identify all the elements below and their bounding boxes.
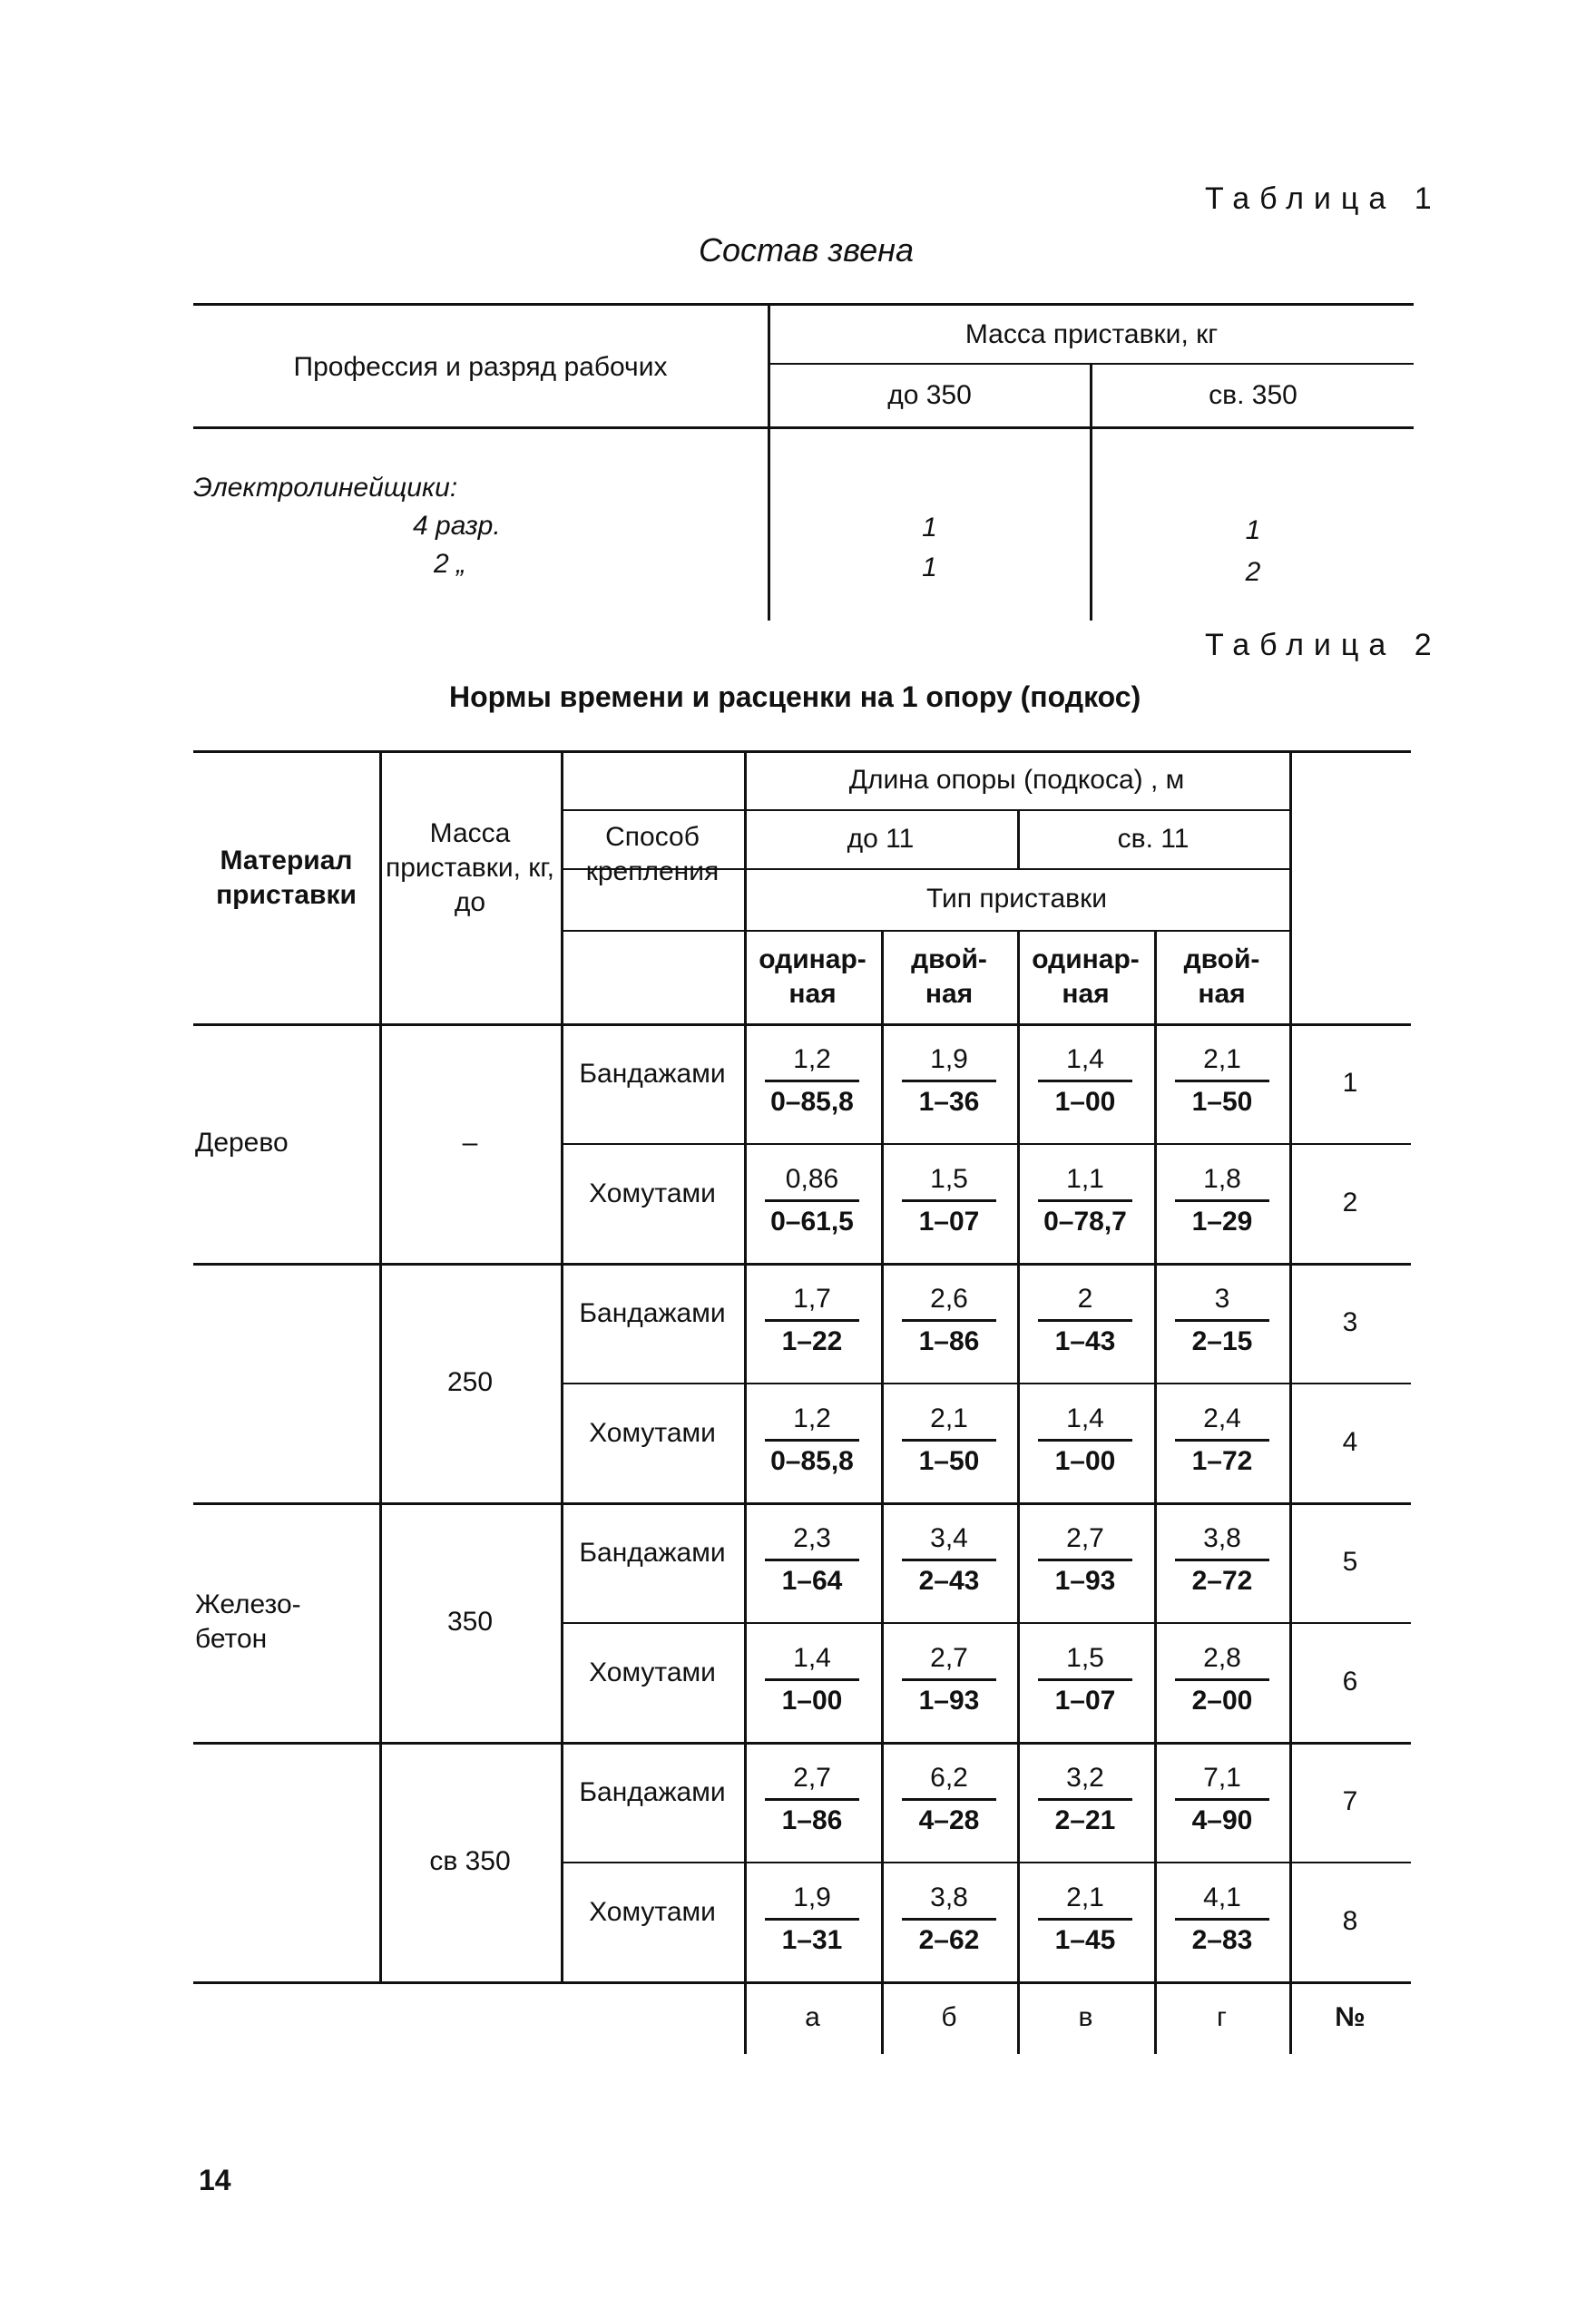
table2-rate-r2-c4 — [1172, 1161, 1272, 1240]
table2-rownum-5: 5 — [1342, 1547, 1358, 1577]
table2-rate-r3-c3 — [1035, 1281, 1135, 1360]
table1-header-mass: Масса приставки, кг — [964, 319, 1219, 349]
table2-footer-2: в — [1078, 2002, 1093, 2032]
table2-method-2: Хомутами — [589, 1178, 716, 1208]
table1-col2: св. 350 — [1209, 380, 1297, 410]
table2-header-single2: одинар-ная — [1032, 944, 1140, 1009]
table2-vline-col-2 — [1154, 930, 1157, 2054]
rate-value: 2–83 — [1191, 1925, 1253, 1955]
table2-rate-r6-c2 — [899, 1640, 999, 1719]
table2-rate-r5-c2 — [899, 1521, 999, 1599]
norm-time: 2,6 — [930, 1284, 968, 1314]
table2-vline-col-1 — [1017, 930, 1020, 2054]
fraction-bar — [902, 1798, 996, 1801]
table2-rate-r1-c2 — [899, 1041, 999, 1120]
table2-footer-0: а — [805, 2002, 820, 2032]
fraction-bar — [1038, 1319, 1132, 1322]
fraction-bar — [1038, 1199, 1132, 1202]
rate-value: 2–00 — [1191, 1686, 1253, 1716]
table2-rate-r4-c4 — [1172, 1401, 1272, 1480]
norm-time: 2,3 — [793, 1523, 831, 1553]
norm-time: 1,9 — [793, 1882, 831, 1912]
table2-header-upto11: до 11 — [847, 823, 915, 854]
table2-mass-3: св 350 — [429, 1846, 511, 1876]
norm-time: 2,1 — [930, 1403, 968, 1433]
fraction-bar — [902, 1080, 996, 1082]
norm-time: 3,4 — [930, 1523, 968, 1553]
rate-value: 0–85,8 — [770, 1446, 854, 1476]
table2-header-type: Тип приставки — [926, 884, 1107, 914]
table2-method-5: Бандажами — [579, 1538, 726, 1568]
rate-value: 1–93 — [918, 1686, 980, 1716]
table2-method-7: Бандажами — [579, 1777, 726, 1807]
fraction-bar — [1175, 1798, 1269, 1801]
table2-header-length: Длина опоры (подкоса) , м — [848, 764, 1185, 795]
rate-value: 2–62 — [918, 1925, 980, 1955]
table2-title: Нормы времени и расценки на 1 опору (подкос) — [449, 680, 1141, 713]
norm-time: 2,1 — [1203, 1044, 1241, 1074]
table2-rate-r5-c3 — [1035, 1521, 1135, 1599]
fraction-bar — [902, 1678, 996, 1681]
rate-value: 0–61,5 — [770, 1207, 854, 1237]
table2-rate-r1-c1 — [762, 1041, 862, 1120]
rate-value: 1–00 — [781, 1686, 843, 1716]
fraction-bar — [1175, 1918, 1269, 1921]
fraction-bar — [765, 1319, 859, 1322]
table1-group-label: Электролинейщики: — [193, 473, 458, 503]
rate-value: 1–00 — [1054, 1087, 1116, 1117]
table2-rate-r7-c1 — [762, 1760, 862, 1839]
norm-time: 1,7 — [793, 1284, 831, 1314]
table2-vline-col-0 — [881, 930, 884, 2054]
table2-row-rule-2 — [193, 1263, 1411, 1266]
fraction-bar — [902, 1918, 996, 1921]
table2-rate-r6-c3 — [1035, 1640, 1135, 1719]
rate-value: 1–86 — [918, 1326, 980, 1356]
fraction-bar — [902, 1319, 996, 1322]
rate-value: 1–43 — [1054, 1326, 1116, 1356]
table2-bottom-rule — [193, 1981, 1411, 1984]
table2-rownum-3: 3 — [1342, 1307, 1358, 1337]
rate-value: 1–29 — [1191, 1207, 1253, 1237]
fraction-bar — [1038, 1439, 1132, 1442]
table2-rate-r3-c2 — [899, 1281, 999, 1360]
table1-header-profession: Профессия и разряд рабочих — [293, 352, 668, 382]
fraction-bar — [765, 1439, 859, 1442]
table2-method-3: Бандажами — [579, 1298, 726, 1328]
rate-value: 1–07 — [1054, 1686, 1116, 1716]
table2-rate-r2-c3 — [1035, 1161, 1135, 1240]
table2-rownum-6: 6 — [1342, 1667, 1358, 1697]
norm-time: 1,5 — [930, 1164, 968, 1194]
norm-time: 3,2 — [1066, 1763, 1104, 1793]
fraction-bar — [902, 1199, 996, 1202]
table2-footer-3: г — [1217, 2002, 1227, 2032]
table2-header-single1: одинар-ная — [759, 944, 867, 1009]
fraction-bar — [765, 1199, 859, 1202]
fraction-bar — [902, 1559, 996, 1561]
norm-time: 1,4 — [1066, 1044, 1104, 1074]
table2-rate-r3-c1 — [762, 1281, 862, 1360]
table1-row1-v1: 1 — [922, 513, 937, 543]
table2-mass-2: 350 — [446, 1607, 494, 1637]
norm-time: 3 — [1214, 1284, 1230, 1314]
rate-value: 2–43 — [918, 1566, 980, 1596]
norm-time: 1,2 — [793, 1403, 831, 1433]
table2-rate-r8-c2 — [899, 1880, 999, 1959]
rate-value: 1–36 — [918, 1087, 980, 1117]
fraction-bar — [1175, 1439, 1269, 1442]
table2-header-double2: двой-ная — [1183, 944, 1260, 1009]
rate-value: 1–22 — [781, 1326, 843, 1356]
rate-value: 2–72 — [1191, 1566, 1253, 1596]
table2-header-double1: двой-ная — [911, 944, 987, 1009]
table2-header-material: Материал приставки — [216, 845, 357, 910]
table2-row-rule-4 — [193, 1502, 1411, 1505]
fraction-bar — [1175, 1559, 1269, 1561]
rate-value: 1–31 — [781, 1925, 843, 1955]
fraction-bar — [765, 1080, 859, 1082]
table1-top-rule — [193, 303, 1414, 306]
table2-rate-r8-c1 — [762, 1880, 862, 1959]
table1-row2-name: 2 „ — [434, 549, 466, 579]
norm-time: 3,8 — [1203, 1523, 1241, 1553]
rate-value: 2–21 — [1054, 1805, 1116, 1835]
fraction-bar — [1175, 1319, 1269, 1322]
fraction-bar — [765, 1918, 859, 1921]
table2-rate-r6-c4 — [1172, 1640, 1272, 1719]
table1-header-rule — [193, 426, 1414, 429]
norm-time: 2,7 — [930, 1643, 968, 1673]
table2-rate-r1-c3 — [1035, 1041, 1135, 1120]
page-number: 14 — [199, 2164, 231, 2196]
norm-time: 1,2 — [793, 1044, 831, 1074]
table2-method-8: Хомутами — [589, 1897, 716, 1927]
rate-value: 0–85,8 — [770, 1087, 854, 1117]
table2-rownum-2: 2 — [1342, 1188, 1358, 1217]
norm-time: 2 — [1077, 1284, 1093, 1314]
norm-time: 6,2 — [930, 1763, 968, 1793]
norm-time: 2,4 — [1203, 1403, 1241, 1433]
norm-time: 0,86 — [785, 1164, 839, 1194]
table2-footer-4: № — [1335, 2002, 1366, 2032]
table2-label: Таблица 2 — [1205, 628, 1442, 662]
table2-rate-r7-c4 — [1172, 1760, 1272, 1839]
table2-material-wood: Дерево — [195, 1128, 289, 1158]
rate-value: 2–15 — [1191, 1326, 1253, 1356]
table2-method-1: Бандажами — [579, 1059, 726, 1089]
norm-time: 2,7 — [793, 1763, 831, 1793]
table2-rate-r4-c2 — [899, 1401, 999, 1480]
table1-row2-v1: 1 — [922, 552, 937, 582]
rate-value: 1–50 — [1191, 1087, 1253, 1117]
table2-rate-r2-c2 — [899, 1161, 999, 1240]
norm-time: 1,1 — [1066, 1164, 1104, 1194]
table2-material-concrete: Железо-бетон — [195, 1589, 301, 1654]
fraction-bar — [1175, 1080, 1269, 1082]
rate-value: 4–90 — [1191, 1805, 1253, 1835]
table1-col1: до 350 — [887, 380, 972, 410]
rate-value: 1–07 — [918, 1207, 980, 1237]
table2-mass-0: – — [462, 1128, 478, 1158]
norm-time: 3,8 — [930, 1882, 968, 1912]
rate-value: 4–28 — [918, 1805, 980, 1835]
table2-mass-1: 250 — [446, 1367, 494, 1397]
table2-rownum-4: 4 — [1342, 1427, 1358, 1457]
table2-row-rule-6 — [193, 1742, 1411, 1745]
table2-rate-r1-c4 — [1172, 1041, 1272, 1120]
table2-rate-r4-c1 — [762, 1401, 862, 1480]
table2-method-4: Хомутами — [589, 1418, 716, 1448]
table1-label: Таблица 1 — [1205, 181, 1442, 216]
rate-value: 1–93 — [1054, 1566, 1116, 1596]
fraction-bar — [1175, 1678, 1269, 1681]
fraction-bar — [1038, 1918, 1132, 1921]
fraction-bar — [1038, 1080, 1132, 1082]
rate-value: 0–78,7 — [1043, 1207, 1127, 1237]
fraction-bar — [1038, 1798, 1132, 1801]
table1-row2-v2: 2 — [1245, 557, 1261, 587]
table2-header-mass: Масса приставки, кг, до — [385, 818, 554, 917]
norm-time: 2,1 — [1066, 1882, 1104, 1912]
rate-value: 1–50 — [918, 1446, 980, 1476]
fraction-bar — [1175, 1199, 1269, 1202]
norm-time: 7,1 — [1203, 1763, 1241, 1793]
fraction-bar — [1038, 1559, 1132, 1561]
table2-footer-1: б — [941, 2002, 957, 2032]
fraction-bar — [765, 1798, 859, 1801]
norm-time: 4,1 — [1203, 1882, 1241, 1912]
table2-rate-r7-c2 — [899, 1760, 999, 1839]
table2-header-method: Способ крепления — [585, 822, 720, 886]
table1-row1-name: 4 разр. — [413, 511, 501, 541]
table2-rate-r5-c1 — [762, 1521, 862, 1599]
table2-rate-r5-c4 — [1172, 1521, 1272, 1599]
table2-rate-r2-c1 — [762, 1161, 862, 1240]
table2-rate-r6-c1 — [762, 1640, 862, 1719]
rate-value: 1–00 — [1054, 1446, 1116, 1476]
table1-row1-v2: 1 — [1245, 515, 1261, 545]
table2-rate-r4-c3 — [1035, 1401, 1135, 1480]
table2-rate-r8-c3 — [1035, 1880, 1135, 1959]
norm-time: 1,9 — [930, 1044, 968, 1074]
rate-value: 1–86 — [781, 1805, 843, 1835]
rate-value: 1–72 — [1191, 1446, 1253, 1476]
fraction-bar — [1038, 1678, 1132, 1681]
table2-header-over11: св. 11 — [1117, 823, 1190, 854]
norm-time: 2,7 — [1066, 1523, 1104, 1553]
table2-rownum-1: 1 — [1342, 1068, 1358, 1098]
fraction-bar — [902, 1439, 996, 1442]
table2-rownum-8: 8 — [1342, 1906, 1358, 1936]
norm-time: 1,4 — [1066, 1403, 1104, 1433]
table1-title: Состав звена — [699, 231, 915, 269]
table2-rate-r3-c4 — [1172, 1281, 1272, 1360]
rate-value: 1–64 — [781, 1566, 843, 1596]
norm-time: 1,4 — [793, 1643, 831, 1673]
table2-rownum-7: 7 — [1342, 1786, 1358, 1816]
norm-time: 1,8 — [1203, 1164, 1241, 1194]
norm-time: 2,8 — [1203, 1643, 1241, 1673]
norm-time: 1,5 — [1066, 1643, 1104, 1673]
rate-value: 1–45 — [1054, 1925, 1116, 1955]
fraction-bar — [765, 1559, 859, 1561]
table2-rate-r8-c4 — [1172, 1880, 1272, 1959]
fraction-bar — [765, 1678, 859, 1681]
table2-method-6: Хомутами — [589, 1657, 716, 1687]
table2-rate-r7-c3 — [1035, 1760, 1135, 1839]
